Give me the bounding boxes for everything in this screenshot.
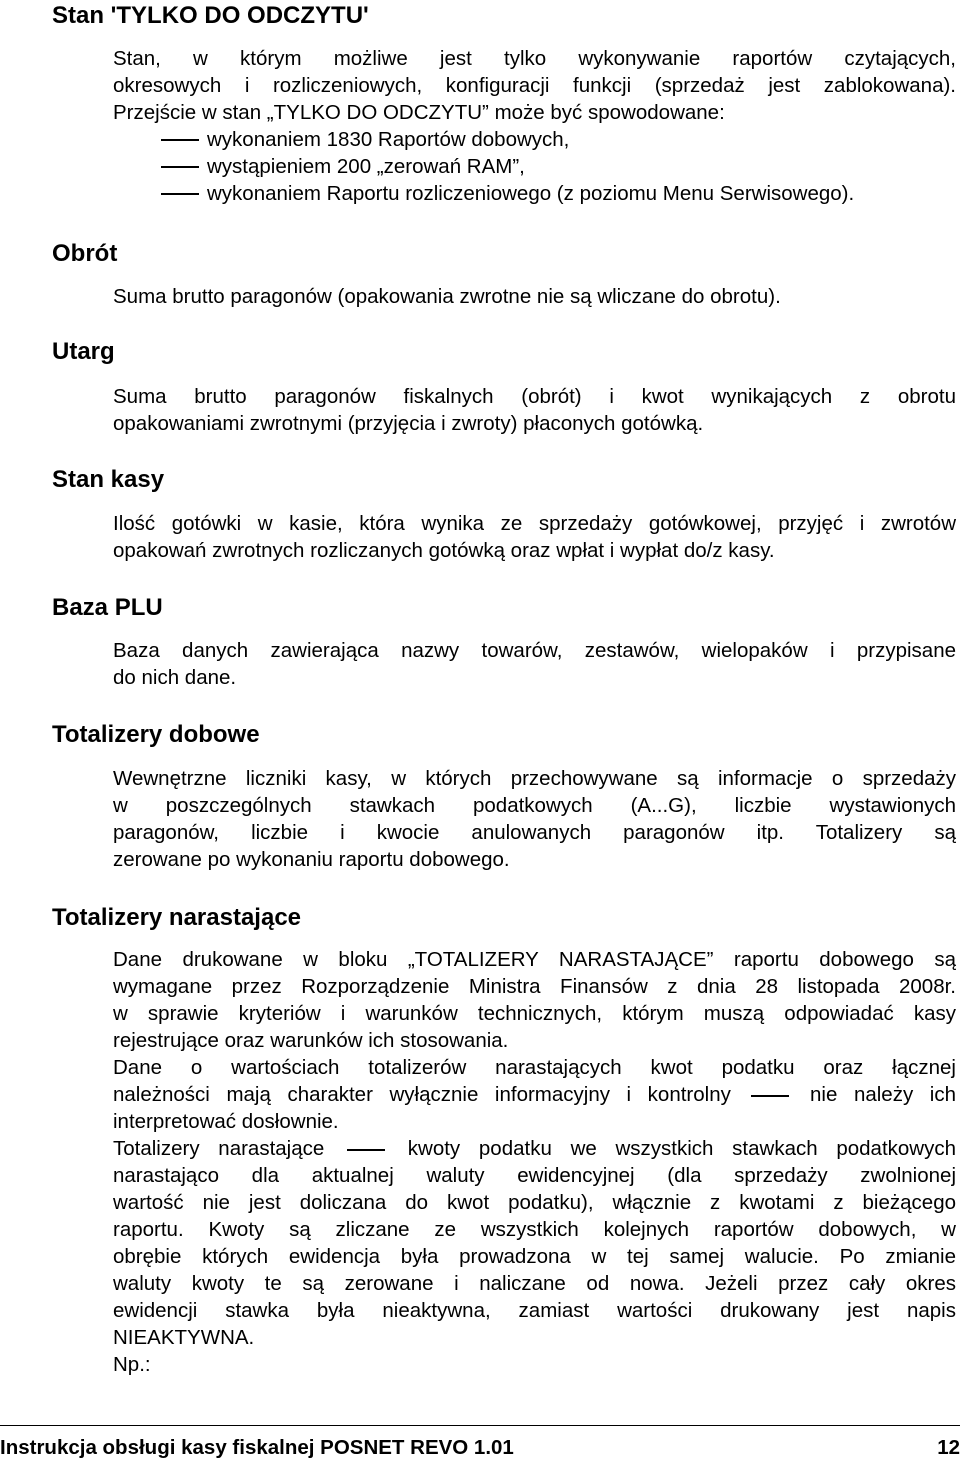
paragraph-line: Dane drukowane w bloku „TOTALIZERY NARASTAJĄCE” raportu dobowego są: [113, 948, 956, 971]
paragraph-line: Suma brutto paragonów fiskalnych (obrót) i kwot wynikających z obrotu: [113, 385, 956, 408]
paragraph-line: waluty kwoty te są zerowane i naliczane od nowa. Jeżeli przez cały okres: [113, 1272, 956, 1295]
list-item-text: wykonaniem Raportu rozliczeniowego (z poziomu Menu Serwisowego).: [207, 182, 855, 205]
heading-totalizery-narastajace: Totalizery narastające: [52, 904, 302, 931]
paragraph-line: rejestrujące oraz warunków ich stosowania.: [113, 1029, 509, 1052]
paragraph-line: Wewnętrzne liczniki kasy, w których przechowywane są informacje o sprzedaży: [113, 767, 956, 790]
footer-divider: [0, 1425, 960, 1426]
paragraph-line: Suma brutto paragonów (opakowania zwrotne nie są wliczane do obrotu).: [113, 285, 781, 308]
heading-utarg: Utarg: [52, 338, 115, 365]
heading-stan-tylko-do-odczytu: Stan 'TYLKO DO ODCZYTU': [52, 2, 369, 29]
list-item-text: wykonaniem 1830 Raportów dobowych,: [207, 128, 570, 151]
section-body-stan-kasy: [113, 510, 956, 564]
paragraph-line: Np.:: [113, 1353, 151, 1376]
section-body-obrot: [113, 283, 956, 310]
paragraph-text: Totalizery narastające: [113, 1137, 325, 1160]
paragraph-line: opakowaniami zwrotnymi (przyjęcia i zwroty) płaconych gotówką.: [113, 412, 704, 435]
section-body-utarg: [113, 383, 956, 437]
paragraph-line: Ilość gotówki w kasie, która wynika ze sprzedaży gotówkowej, przyjęć i zwrotów: [113, 512, 956, 535]
heading-obrot: Obrót: [52, 240, 118, 267]
bullet-list: [113, 126, 956, 207]
paragraph-line: w sprawie kryteriów i warunków technicznych, którym muszą odpowiadać kasy: [113, 1002, 956, 1025]
paragraph-line: narastająco dla aktualnej waluty ewidencyjnej (dla sprzedaży zwolnionej: [113, 1164, 956, 1187]
section-body-totalizery-narastajace: [113, 946, 956, 1378]
paragraph-line: NIEAKTYWNA.: [113, 1326, 255, 1349]
section-body-stan-tylko-do-odczytu: [113, 45, 956, 126]
paragraph-line: Baza danych zawierająca nazwy towarów, zestawów, wielopaków i przypisane: [113, 639, 956, 662]
paragraph-line: interpretować dosłownie.: [113, 1110, 339, 1133]
heading-totalizery-dobowe: Totalizery dobowe: [52, 721, 260, 748]
paragraph-line: raportu. Kwoty są zliczane ze wszystkich kolejnych raportów dobowych, w: [113, 1218, 956, 1241]
paragraph-text: należności mają charakter wyłącznie informacyjny i kontrolny: [113, 1083, 731, 1106]
paragraph-line: Stan, w którym możliwe jest tylko wykonywanie raportów czytających,: [113, 47, 956, 70]
section-body-baza-plu: [113, 637, 956, 691]
page-number: 12: [937, 1436, 960, 1459]
paragraph-line: ewidencji stawka była nieaktywna, zamiast wartości drukowany jest napis: [113, 1299, 956, 1322]
paragraph-line: w poszczególnych stawkach podatkowych (A...G), liczbie wystawionych: [113, 794, 956, 817]
paragraph-line: zerowane po wykonaniu raportu dobowego.: [113, 848, 510, 871]
paragraph-line: opakowań zwrotnych rozliczanych gotówką oraz wpłat i wypłat do/z kasy.: [113, 539, 775, 562]
dash-bullet-icon: [161, 139, 199, 141]
paragraph-line-with-dash: [113, 1081, 956, 1108]
list-item-text: wystąpieniem 200 „zerowań RAM”,: [207, 155, 525, 178]
heading-stan-kasy: Stan kasy: [52, 466, 165, 493]
paragraph-text: nie należy ich: [810, 1083, 956, 1106]
paragraph-line: Przejście w stan „TYLKO DO ODCZYTU” może być spowodowane:: [113, 101, 725, 124]
dash-bullet-icon: [161, 193, 199, 195]
paragraph-text: kwoty podatku we wszystkich stawkach podatkowych: [407, 1137, 957, 1160]
paragraph-line: obrębie których ewidencja była prowadzona w tej samej walucie. Po zmianie: [113, 1245, 956, 1268]
paragraph-line: paragonów, liczbie i kwocie anulowanych paragonów itp. Totalizery są: [113, 821, 956, 844]
em-dash-icon: [751, 1095, 789, 1097]
paragraph-line: wymagane przez Rozporządzenie Ministra Finansów z dnia 28 listopada 2008r.: [113, 975, 956, 998]
paragraph-line: okresowych i rozliczeniowych, konfiguracji funkcji (sprzedaż jest zablokowana).: [113, 74, 956, 97]
heading-baza-plu: Baza PLU: [52, 594, 163, 621]
paragraph-line: Dane o wartościach totalizerów narastających kwot podatku oraz łącznej: [113, 1056, 956, 1079]
paragraph-line: do nich dane.: [113, 666, 237, 689]
em-dash-icon: [347, 1149, 385, 1151]
section-body-totalizery-dobowe: [113, 765, 956, 873]
paragraph-line-with-dash: [113, 1135, 956, 1162]
paragraph-line: wartość nie jest doliczana do kwot podatku), włącznie z kwotami z bieżącego: [113, 1191, 956, 1214]
dash-bullet-icon: [161, 166, 199, 168]
footer-title: Instrukcja obsługi kasy fiskalnej POSNET REVO 1.01: [0, 1436, 514, 1459]
